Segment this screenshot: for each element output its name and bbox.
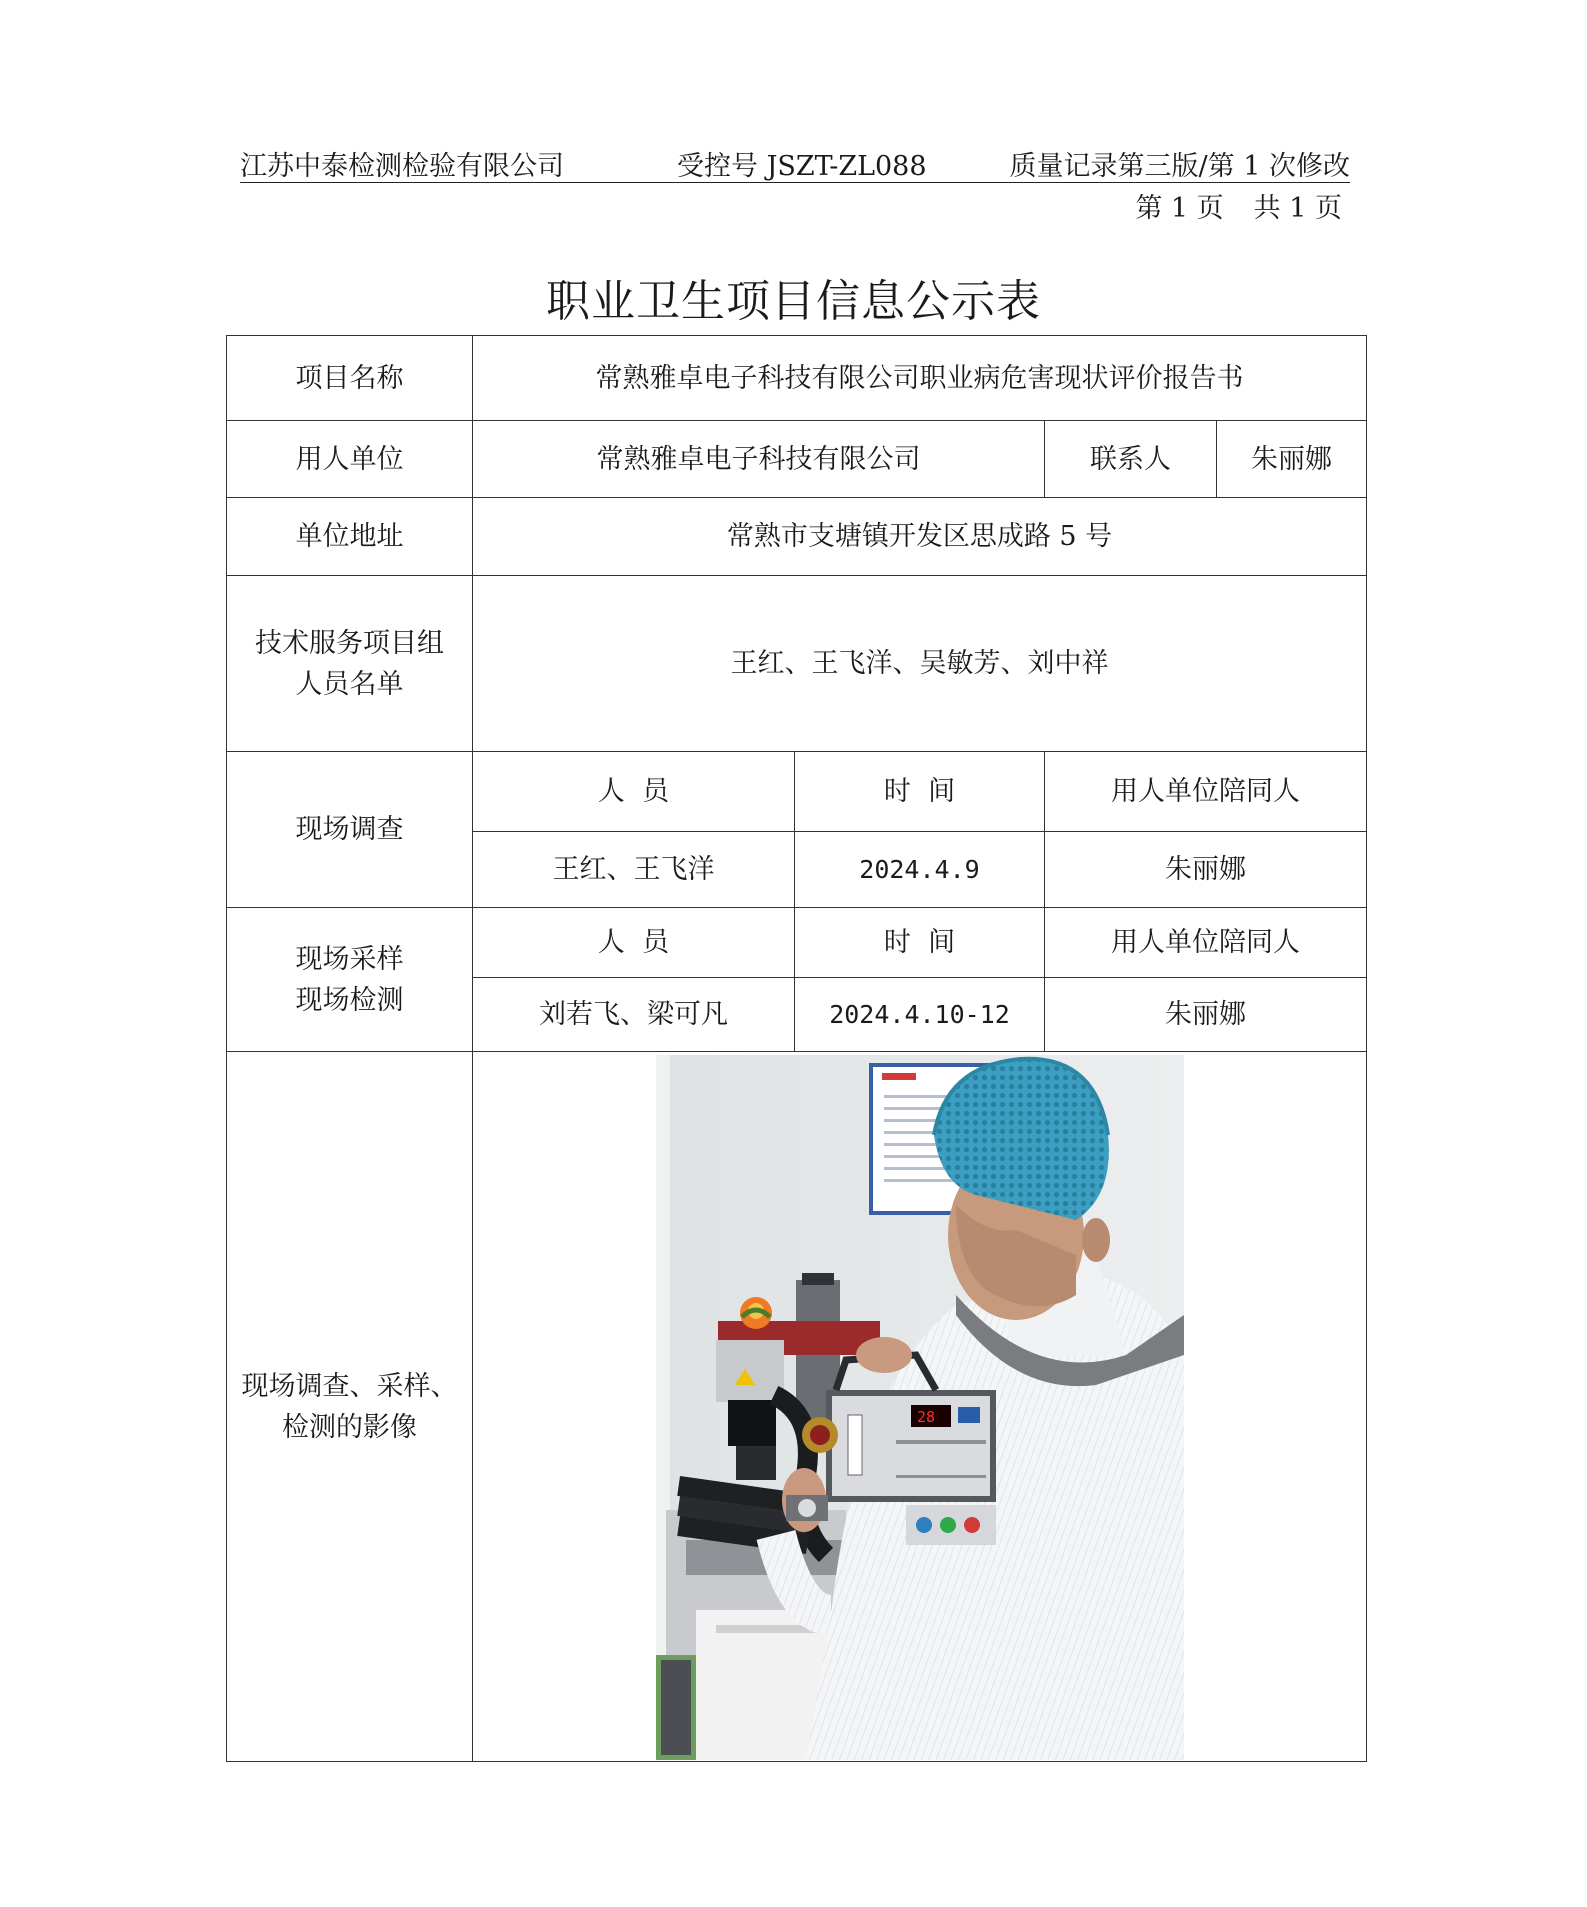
row-survey-header bbox=[227, 752, 1367, 832]
document-title: 职业卫生项目信息公示表 bbox=[546, 276, 1041, 327]
sampling-label bbox=[227, 908, 473, 1052]
record-version: 质量记录第三版/第 1 次修改 bbox=[1009, 151, 1350, 182]
team-label-line-2: 人员名单 bbox=[295, 668, 404, 700]
survey-label: 现场调查 bbox=[227, 752, 473, 908]
site-photo bbox=[656, 1055, 1184, 1760]
page-current: 第 1 页 bbox=[1135, 193, 1224, 224]
sampling-label-line-1: 现场采样 bbox=[295, 943, 404, 975]
sampling-label-line-2: 现场检测 bbox=[295, 984, 404, 1016]
row-project-name bbox=[227, 336, 1367, 421]
photo-label-line-2: 检测的影像 bbox=[282, 1411, 417, 1443]
sampling-people: 刘若飞、梁可凡 bbox=[473, 978, 795, 1052]
info-table bbox=[226, 335, 1367, 1762]
contact-value: 朱丽娜 bbox=[1217, 421, 1367, 498]
team-label-line-1: 技术服务项目组 bbox=[255, 627, 444, 659]
survey-time: 2024.4.9 bbox=[795, 832, 1045, 908]
sampling-time: 2024.4.10-12 bbox=[795, 978, 1045, 1052]
sampling-escort-header: 用人单位陪同人 bbox=[1045, 908, 1367, 978]
address-label: 单位地址 bbox=[227, 498, 473, 576]
page-number bbox=[1105, 186, 1342, 225]
page-total: 共 1 页 bbox=[1253, 193, 1342, 224]
address-value: 常熟市支塘镇开发区思成路 5 号 bbox=[473, 498, 1367, 576]
project-name-label: 项目名称 bbox=[227, 336, 473, 421]
team-label bbox=[227, 576, 473, 752]
svg-text:28: 28 bbox=[916, 1408, 935, 1426]
survey-escort-header: 用人单位陪同人 bbox=[1045, 752, 1367, 832]
contact-label: 联系人 bbox=[1045, 421, 1217, 498]
team-value: 王红、王飞洋、吴敏芳、刘中祥 bbox=[473, 576, 1367, 752]
sampling-escort: 朱丽娜 bbox=[1045, 978, 1367, 1052]
row-address bbox=[227, 498, 1367, 576]
sampling-people-header: 人 员 bbox=[473, 908, 795, 978]
survey-time-header: 时 间 bbox=[795, 752, 1045, 832]
row-sampling-header bbox=[227, 908, 1367, 978]
control-number: 受控号 JSZT-ZL088 bbox=[677, 151, 927, 182]
survey-people: 王红、王飞洋 bbox=[473, 832, 795, 908]
photo-cell bbox=[473, 1052, 1367, 1762]
page-header bbox=[240, 144, 1350, 183]
sampling-time-header: 时 间 bbox=[795, 908, 1045, 978]
photo-label bbox=[227, 1052, 473, 1762]
survey-people-header: 人 员 bbox=[473, 752, 795, 832]
photo-label-line-1: 现场调查、采样、 bbox=[241, 1370, 458, 1402]
row-photo bbox=[227, 1052, 1367, 1762]
row-employer bbox=[227, 421, 1367, 498]
employer-value: 常熟雅卓电子科技有限公司 bbox=[473, 421, 1045, 498]
employer-label: 用人单位 bbox=[227, 421, 473, 498]
buttons-box bbox=[906, 1505, 996, 1545]
survey-escort: 朱丽娜 bbox=[1045, 832, 1367, 908]
company-name: 江苏中泰检测检验有限公司 bbox=[240, 151, 564, 182]
row-team bbox=[227, 576, 1367, 752]
project-name-value: 常熟雅卓电子科技有限公司职业病危害现状评价报告书 bbox=[473, 336, 1367, 421]
